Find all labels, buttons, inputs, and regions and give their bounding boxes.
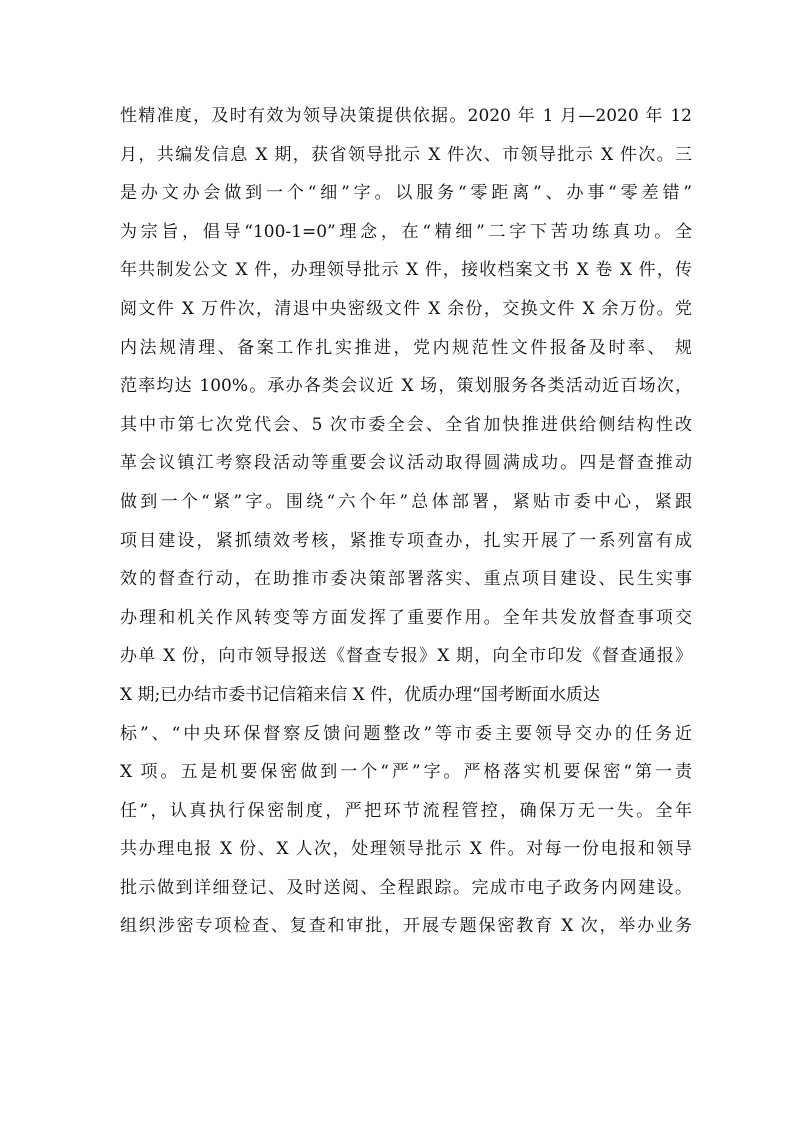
text-line: 办理和机关作风转变等方面发挥了重要作用。全年共发放督查事项交: [120, 607, 692, 628]
text-line: 内法规清理、备案工作扎实推进，党内规范性文件报备及时率、 规: [120, 337, 692, 358]
body-paragraph: [120, 97, 692, 946]
text-line: 做到一个“紧”字。围绕“六个年”总体部署，紧贴市委中心，紧跟: [120, 491, 692, 512]
text-line: X 期;已办结市委书记信箱来信 X 件，优质办理“国考断面水质达: [120, 684, 600, 705]
text-line: 月，共编发信息 X 期，获省领导批示 X 件次、市领导批示 X 件次。三: [120, 144, 692, 165]
text-line: 其中市第七次党代会、5 次市委全会、全省加快推进供给侧结构性改: [120, 414, 692, 435]
text-line: 项目建设，紧抓绩效考核，紧推专项查办，扎实开展了一系列富有成: [120, 530, 692, 551]
text-line: 效的督查行动，在助推市委决策部署落实、重点项目建设、民生实事: [120, 569, 692, 590]
text-line: 组织涉密专项检查、复查和审批，开展专题保密教育 X 次，举办业务: [120, 916, 692, 937]
text-line: 批示做到详细登记、及时送阅、全程跟踪。完成市电子政务内网建设。: [120, 877, 692, 898]
text-line: 是办文办会做到一个“细”字。以服务“零距离”、办事“零差错”: [120, 183, 692, 204]
text-line: 阅文件 X 万件次，清退中央密级文件 X 余份，交换文件 X 余万份。党: [120, 298, 692, 319]
text-line: 为宗旨，倡导“100-1=0”理念，在“精细”二字下苦功练真功。全: [120, 221, 692, 242]
text-line: 性精准度，及时有效为领导决策提供依据。2020 年 1 月—2020 年 12: [120, 106, 692, 126]
text-line: 革会议镇江考察段活动等重要会议活动取得圆满成功。四是督查推动: [120, 453, 692, 474]
text-line: 任”，认真执行保密制度，严把环节流程管控，确保万无一失。全年: [120, 800, 692, 821]
text-line: X 项。五是机要保密做到一个“严”字。严格落实机要保密“第一责: [120, 762, 692, 783]
text-line: 范率均达 100%。承办各类会议近 X 场，策划服务各类活动近百场次，: [120, 376, 692, 397]
text-line: 标”、“中央环保督察反馈问题整改”等市委主要领导交办的任务近: [120, 723, 692, 744]
text-line: 年共制发公文 X 件，办理领导批示 X 件，接收档案文书 X 卷 X 件，传: [120, 260, 692, 281]
text-line: 共办理电报 X 份、X 人次，处理领导批示 X 件。对每一份电报和领导: [120, 839, 692, 860]
text-line: 办单 X 份，向市领导报送《督查专报》X 期，向全市印发《督查通报》: [120, 646, 692, 667]
